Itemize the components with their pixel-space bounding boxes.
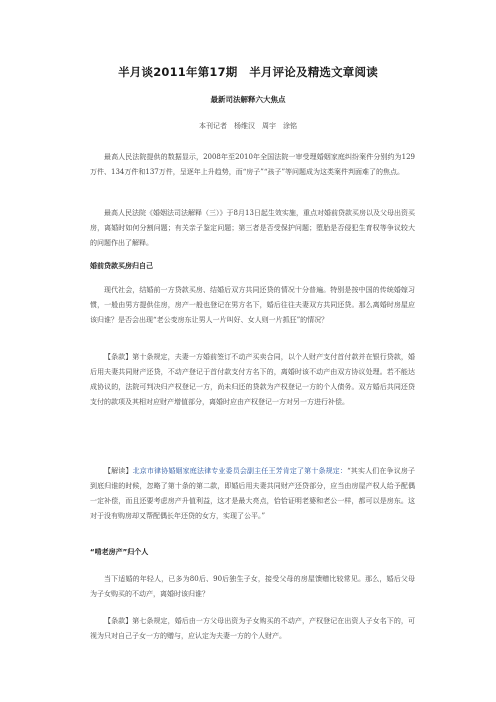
- paragraph-loan-background: 现代社会，结婚前一方贷款买房、结婚后双方共同还贷的情况十分普遍。特别是按中国的传统婚嫁习惯，一般由男方提供住房，房产一般也登记在男方名下，婚后往往夫妻双方共同还贷。那么离婚时房屋应该归谁？是否会出现“老公变房东让男人一片叫好、女人则一片抓狂”的情况？: [90, 286, 415, 324]
- section-heading-premarital-loan: 婚前贷款买房归自己: [90, 262, 153, 270]
- document-title: 半月谈2011年第17期 半月评论及精选文章阅读: [118, 65, 378, 79]
- expert-attribution: 北京市律协婚姻家庭法律专业委员会副主任王芳肯定了第十条规定：: [132, 467, 348, 475]
- clause-tag: 【条款】: [104, 353, 133, 361]
- paragraph-parental-background: 当下适婚的年轻人，已多为80后、90后独生子女，接受父母的房屋馈赠比较常见。那么，婚后父母为子女购买的不动产，离婚时该归谁？: [90, 575, 415, 598]
- article-subtitle: 最新司法解释六大焦点: [210, 95, 286, 104]
- article-byline: 本刊记者 杨维汉 周宇 涂铭: [199, 122, 297, 130]
- paragraph-statistics: 最高人民法院提供的数据显示，2008年至2010年全国法院一审受理婚姻家庭纠纷案件分别约为129万件、134万件和137万件，呈逐年上升趋势，而“房子”“孩子”等问题成为这类案件判面难了的焦点。: [90, 153, 415, 176]
- paragraph-clause-10: 【条款】第十条规定，夫妻一方婚前签订不动产买卖合同，以个人财产支付首付款并在银行贷款，婚后用夫妻共同财产还贷，不动产登记于首付款支付方名下的，离婚时该不动产由双方协议处理。若不能达成协议的，法院可判决归产权登记一方，尚未归还的贷款为产权登记一方的个人债务。双方婚后共同还贷支付的款项及其相对应财产增值部分，离婚时应由产权登记一方对另一方进行补偿。: [90, 353, 416, 406]
- section-heading-parental-property: “啃老房产”归个人: [90, 548, 149, 556]
- paragraph-interpretation-intro: 最高人民法院《婚姻法司法解释（三）》于8月13日起生效实施，重点对婚前贷款买房以及父母出资买房，离婚时如何分割问题；有关亲子鉴定问题；第三者是否受保护问题；堕胎是否侵犯生育权等争议较大的问题作出了解释。: [90, 209, 415, 247]
- paragraph-clause-7: 【条款】第七条规定，婚后由一方父母出资为子女购买的不动产，产权登记在出资人子女名下的，可视为只对自己子女一方的赠与，应认定为夫妻一方的个人财产。: [90, 617, 416, 640]
- paragraph-clause-10-analysis: 【解读】北京市律协婚姻家庭法律专业委员会副主任王芳肯定了第十条规定：“其实人们在争议房子到底归谁的时候，忽略了第十条的第二款，即婚后用夫妻共同财产还贷部分，应当由房屋产权人给予配偶一定补偿，而且还要考虑房产升值利益，这才是最大亮点，恰恰证明老婆和老公一样，都可以是房东。这对于没有购房却又帮配偶长年还贷的女方，实现了公平。”: [90, 467, 415, 520]
- clause-tag: 【条款】: [104, 617, 133, 625]
- analysis-tag: 【解读】: [104, 467, 133, 475]
